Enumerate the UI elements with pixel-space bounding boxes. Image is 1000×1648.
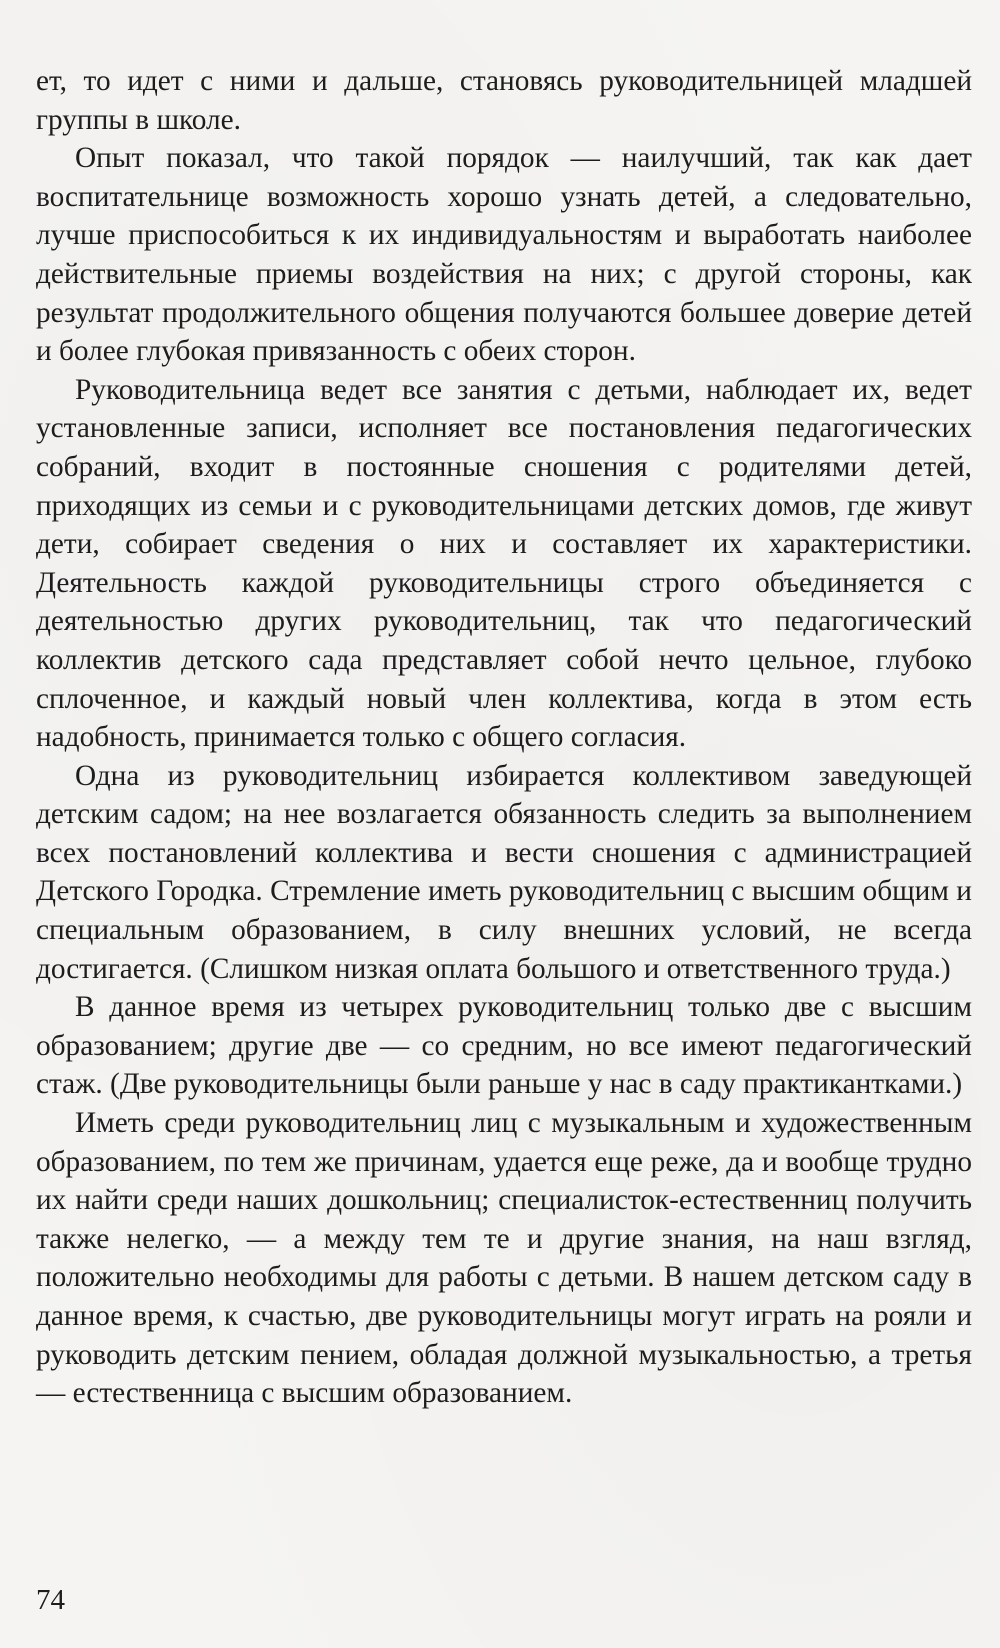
paragraph: Опыт показал, что такой порядок — наилучший, так как дает воспитательнице возможность хорошо узнать детей, а следовательно, лучше приспособиться к их индивидуальностям и выработать наиболее действительные приемы воздействия на них; с другой стороны, как результат продолжительного общения получаются большее доверие детей и более глубокая привязанность с обеих сторон. [36, 142, 972, 368]
paragraph-continuation: ет, то идет с ними и дальше, становясь руководительницей младшей группы в школе. [36, 65, 972, 136]
paragraph: Руководительница ведет все занятия с детьми, наблюдает их, ведет установленные записи, исполняет все постановления педагогических собраний, входит в постоянные сношения с родителями детей, приходящих из семьи и с руководительницами детских домов, где живут дети, собирает сведения о них и составляет их характеристики. Деятельность каждой руководительницы строго объединяется с деятельностью других руководительниц, так что педагогический коллектив детского сада представляет собой нечто цельное, глубоко сплоченное, и каждый новый член коллектива, когда в этом есть надобность, принимается только с общего согласия. [36, 373, 972, 754]
paragraph: В данное время из четырех руководительниц только две с высшим образованием; другие две — со средним, но все имеют педагогический стаж. (Две руководительницы были раньше у нас в саду практикантками.) [36, 991, 972, 1101]
paragraph: Иметь среди руководительниц лиц с музыкальным и художественным образованием, по тем же причинам, удается еще реже, да и вообще трудно их найти среди наших дошкольниц; специалисток-естественниц получить также нелегко, — а между тем те и другие знания, на наш взгляд, положительно необходимы для работы с детьми. В нашем детском саду в данное время, к счастью, две руководительницы могут играть на рояли и руководить детским пением, обладая должной музыкальностью, а третья — естественница с высшим образованием. [36, 1107, 972, 1410]
page-number: 74 [36, 1584, 65, 1616]
body-text [36, 62, 972, 1413]
paragraph: Одна из руководительниц избирается коллективом заведующей детским садом; на нее возлагается обязанность следить за выполнением всех постановлений коллектива и вести сношения с администрацией Детского Городка. Стремление иметь руководительниц с высшим общим и специальным образованием, в силу внешних условий, не всегда достигается. (Слишком низкая оплата большого и ответственного труда.) [36, 759, 972, 985]
